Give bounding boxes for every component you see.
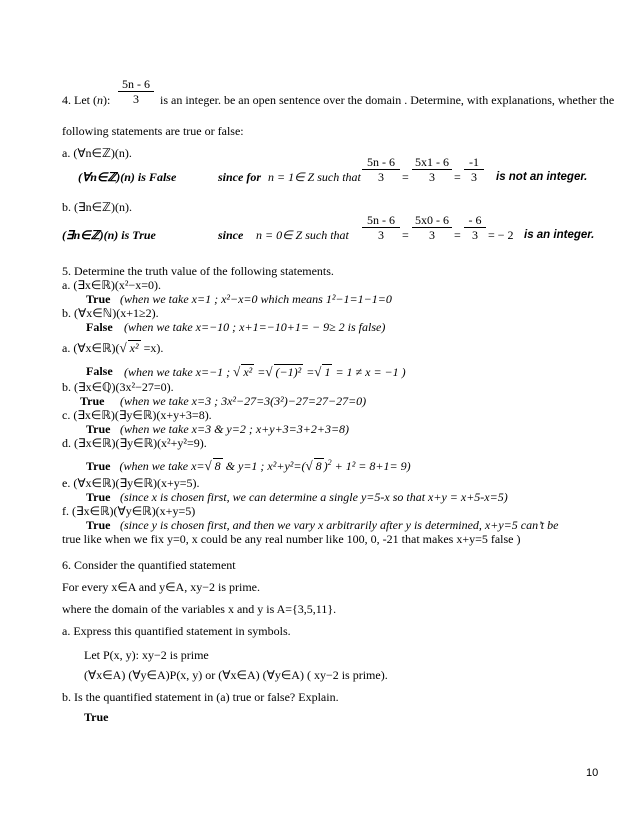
q5-f-truth: True <box>86 459 111 473</box>
q4-a-condition: n = 1∈ Z such that <box>268 170 361 184</box>
q5-c-statement: a. (∀x∈ℝ)(√ x² =x). <box>62 340 164 355</box>
q4-intro-line2: following statements are true or false: <box>62 124 244 138</box>
q4-a-fraction-3: -1 3 <box>464 156 484 183</box>
q5-e-truth: True <box>86 422 111 436</box>
q5-e-statement: c. (∃x∈ℝ)(∃y∈ℝ)(x+y+3=8). <box>62 408 212 422</box>
q4-a-fraction-1: 5n - 6 3 <box>362 156 400 183</box>
q4-b-result: is an integer. <box>524 229 595 241</box>
q4-intro: 4. Let (n): <box>62 93 111 107</box>
q4-b-condition: n = 0∈ Z such that <box>256 228 349 242</box>
q4-a-equals-2: = <box>454 170 461 184</box>
q5-d-truth: True <box>80 394 105 408</box>
q4-b-equals-2: = <box>454 228 461 242</box>
q4-a-answer: (∀n∈ℤ)(n) is False <box>78 170 177 184</box>
q5-a-statement: a. (∃x∈ℝ)(x²−x=0). <box>62 278 161 292</box>
q6-b-label: b. Is the quantified statement in (a) true or false? Explain. <box>62 690 339 704</box>
q5-heading: 5. Determine the truth value of the following statements. <box>62 264 334 278</box>
q6-b-answer: True <box>84 710 109 724</box>
q5-f-line: True (when we take x=√ 8 & y=1 ; x²+y²=(√ 8 )$^2$ + 1² = 8+1= 9) <box>86 458 411 473</box>
q4-b-fraction-2: 5x0 - 6 3 <box>412 214 452 241</box>
q5-c-truth: False <box>86 364 113 378</box>
q5-b-truth: False <box>86 320 113 334</box>
q5-h-truth: True <box>86 518 111 532</box>
q5-g-statement: e. (∀x∈ℝ)(∃y∈ℝ)(x+y=5). <box>62 476 200 490</box>
q4-a-fraction-2: 5x1 - 6 3 <box>412 156 452 183</box>
q6-line1: For every x∈A and y∈A, xy−2 is prime. <box>62 580 260 594</box>
q4-b-since: since <box>218 228 244 242</box>
q4-intro-rest: is an integer. be an open sentence over the domain . Determine, with explanations, whether the <box>160 93 615 107</box>
q4-b-fraction-1: 5n - 6 3 <box>362 214 400 241</box>
q5-h-statement: f. (∃x∈ℝ)(∀y∈ℝ)(x+y=5) <box>62 504 196 518</box>
q6-heading: 6. Consider the quantified statement <box>62 558 236 572</box>
q4-a-result: is not an integer. <box>496 171 588 183</box>
q4-a-since: since for <box>218 170 261 184</box>
q4-a-label: a. (∀n∈ℤ)(n). <box>62 146 132 160</box>
q5-c-explanation: (when we take x=−1 ; √ x² =√ (−1)² =√ 1 = 1 ≠ x = −1 ) <box>124 364 406 379</box>
q5-a-truth: True <box>86 292 111 306</box>
q4-b-answer: (∃n∈ℤ)(n) is True <box>62 228 156 242</box>
q4-b-label: b. (∃n∈ℤ)(n). <box>62 200 132 214</box>
q5-b-explanation: (when we take x=−10 ; x+1=−10+1= − 9≥ 2 is false) <box>124 320 386 334</box>
q5-a-explanation: (when we take x=1 ; x²−x=0 which means 1²−1=1−1=0 <box>120 292 392 306</box>
q4-a-equals-1: = <box>402 170 409 184</box>
q4-b-equals-value: = − 2 <box>488 228 514 242</box>
q6-line2: where the domain of the variables x and y is A={3,5,11}. <box>62 602 337 616</box>
q5-d-explanation: (when we take x=3 ; 3x²−27=3(3²)−27=27−27=0) <box>120 394 367 408</box>
q4-b-equals-1: = <box>402 228 409 242</box>
q4-b-fraction-3: - 6 3 <box>464 214 486 241</box>
q6-a-let: Let P(x, y): xy−2 is prime <box>84 648 209 662</box>
q5-b-statement: b. (∀x∈ℕ)(x+1≥2). <box>62 306 159 320</box>
q5-h-explanation-2: true like when we fix y=0, x could be any real number like 100, 0, -21 that makes x+y=5 false ) <box>62 532 521 546</box>
q5-d-statement: b. (∃x∈ℚ)(3x²−27=0). <box>62 380 174 394</box>
q5-f-statement: d. (∃x∈ℝ)(∃y∈ℝ)(x²+y²=9). <box>62 436 207 450</box>
q6-a-symbols: (∀x∈A) (∀y∈A)P(x, y) or (∀x∈A) (∀y∈A) ( xy−2 is prime). <box>84 668 388 682</box>
page-number: 10 <box>586 767 599 779</box>
q5-h-explanation: (since y is chosen first, and then we vary x arbitrarily after y is determined, x+y=5 can’t be <box>120 518 559 532</box>
q4-intro-fraction: 5n - 6 3 <box>118 78 154 105</box>
q5-g-truth: True <box>86 490 111 504</box>
q5-e-explanation: (when we take x=3 & y=2 ; x+y+3=3+2+3=8) <box>120 422 350 436</box>
q5-g-explanation: (since x is chosen first, we can determine a single y=5-x so that x+y = x+5-x=5) <box>120 490 508 504</box>
q6-a-label: a. Express this quantified statement in symbols. <box>62 624 291 638</box>
